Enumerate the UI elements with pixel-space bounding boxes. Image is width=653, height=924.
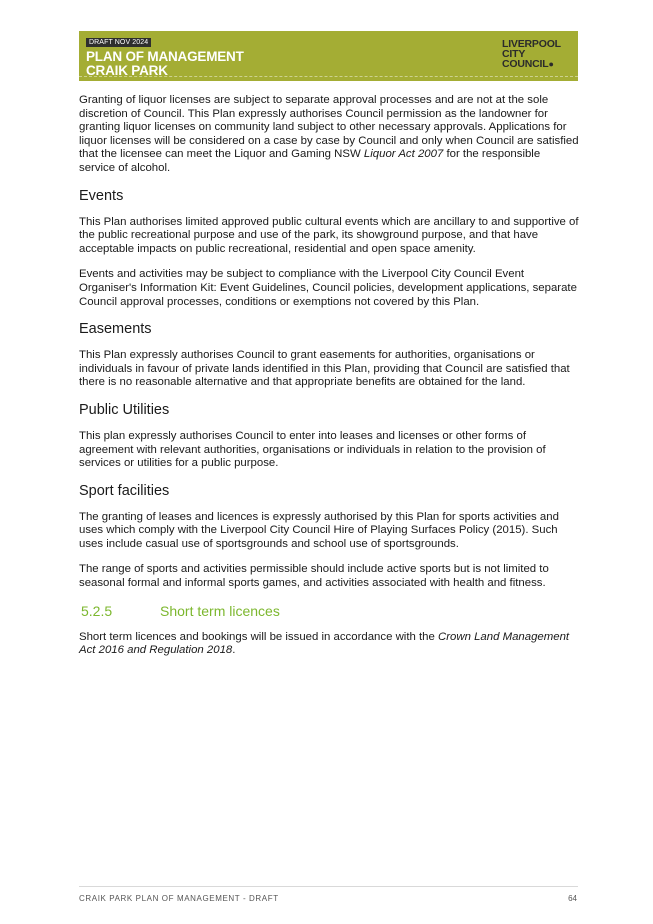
events-paragraph-2: Events and activities may be subject to compliance with the Liverpool City Council Event Organiser's Information Kit: Event Guidelines, Council policies, development applications, separate Council approval processes, conditions or exemptions not covered by this Plan. xyxy=(79,268,577,308)
sport-facilities-heading: Sport facilities xyxy=(79,482,170,499)
header-banner xyxy=(79,31,578,81)
events-heading: Events xyxy=(79,187,124,204)
page-number: 64 xyxy=(568,894,577,903)
crown-land-act-reference: Crown Land Management Act 2016 and Regulation 2018 xyxy=(79,630,570,657)
document-subtitle: CRAIK PARK xyxy=(86,63,168,78)
short-term-heading xyxy=(79,603,579,620)
sport-facilities-paragraph-2: The range of sports and activities permissible should include active sports but is not limited to seasonal formal and informal sports games, and activities associated with health and fitness. xyxy=(79,563,549,590)
footer-divider xyxy=(79,886,578,887)
liquor-act-reference: Liquor Act 2007 xyxy=(363,148,444,161)
logo-line-1: LIVERPOOL xyxy=(502,38,561,50)
sport-facilities-paragraph-1: The granting of leases and licences is expressly authorised by this Plan for sports activities and uses which comply with the Liverpool City Council Hire of Playing Surfaces Policy (2015). Such uses include casual use of sportsgrounds and school use of sportsgrounds. xyxy=(79,510,559,550)
liquor-paragraph: Granting of liquor licenses are subject to separate approval processes and are not at the sole discretion of Council. This Plan expressly authorises Council permission as the landowner for granting liquor licenses on community land subject to other necessary approvals. Applications for liquor licenses will be considered on a case by case by Council and only when Council are satisfied that the licensee can meet the Liquor and Gaming NSW Liquor Act 2007 for the responsible service of alcohol. xyxy=(79,94,579,174)
logo-line-2: CITY xyxy=(502,48,526,60)
public-utilities-heading: Public Utilities xyxy=(79,401,170,418)
footer-document-name: CRAIK PARK PLAN OF MANAGEMENT - DRAFT xyxy=(79,894,279,903)
logo-line-3: COUNCIL● xyxy=(502,58,554,70)
page-content xyxy=(79,94,579,670)
document-title: PLAN OF MANAGEMENT xyxy=(86,49,244,64)
easements-heading: Easements xyxy=(79,321,152,338)
section-number: 5.2.5 xyxy=(81,602,113,619)
easements-paragraph: This Plan expressly authorises Council to grant easements for authorities, organisations or individuals in favour of private lands identified in this Plan, providing that Council are satisfied that there is no reasonable alternative and that appropriate benefits are obtained for the land. xyxy=(79,349,570,389)
events-paragraph-1: This Plan authorises limited approved public cultural events which are ancillary to and supportive of the public recreational purpose and use of the park, its showground purpose, and that have acceptable impacts on public recreational, residential and open space amenity. xyxy=(79,215,579,255)
section-title: Short term licences xyxy=(160,602,280,619)
council-logo xyxy=(502,39,572,69)
logo-dot-icon: ● xyxy=(548,59,554,69)
draft-tag: DRAFT NOV 2024 xyxy=(86,38,151,47)
banner-divider xyxy=(79,76,578,77)
public-utilities-paragraph: This plan expressly authorises Council to enter into leases and licenses or other forms of agreement with relevant authorities, organisations or individuals in relation to the provision of services or utilities for a public purpose. xyxy=(79,429,546,470)
short-term-paragraph: Short term licences and bookings will be issued in accordance with the Crown Land Management Act 2016 and Regulation 2018. xyxy=(79,630,570,657)
